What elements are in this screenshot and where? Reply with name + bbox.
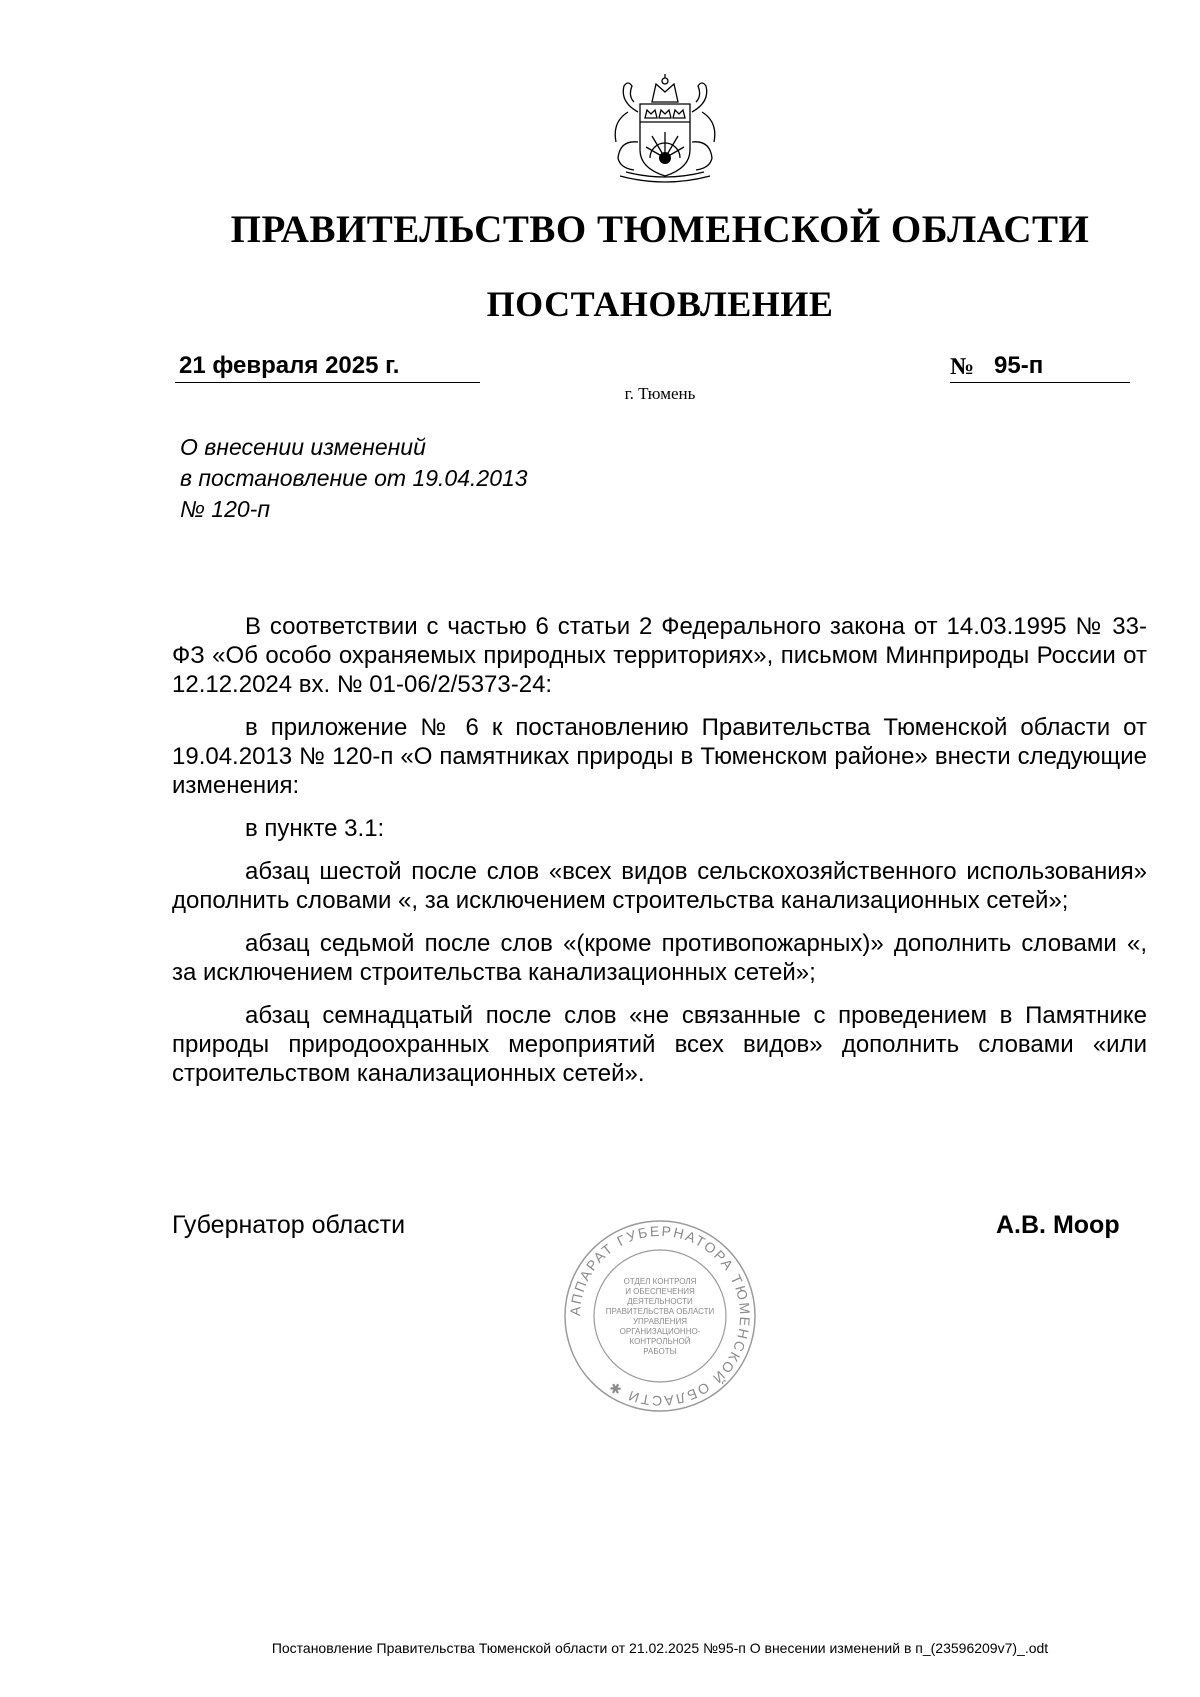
stamp-inner-line: И ОБЕСПЕЧЕНИЯ [625,1287,695,1296]
organization-title: ПРАВИТЕЛЬСТВО ТЮМЕНСКОЙ ОБЛАСТИ [230,208,1090,251]
stamp-inner-line: ОРГАНИЗАЦИОННО- [619,1327,701,1336]
document-type-title: ПОСТАНОВЛЕНИЕ [486,284,834,324]
body-paragraph: абзац семнадцатый после слов «не связанные с проведением в Памятнике природы природоохранных мероприятий всех видов» дополнить словами «или строительством канализационных сетей». [172,1002,1147,1087]
document-body [172,612,1147,1102]
footer-filename: Постановление Правительства Тюменской области от 21.02.2025 №95-п О внесении изменений в п_(23596209v7)_.odt [271,1640,1049,1656]
subject-line: в постановление от 19.04.2013 [180,465,528,491]
subject-line: № 120-п [180,496,270,522]
coat-of-arms-emblem [590,72,740,187]
document-subject [180,432,528,525]
signatory-name: А.В. Моор [996,1211,1120,1239]
stamp-inner-line: РАБОТЫ [643,1347,677,1356]
body-paragraph: абзац седьмой после слов «(кроме противопожарных)» дополнить словами «, за исключением строительства канализационных сетей»; [172,930,1147,986]
document-number: 95-п [994,352,1044,379]
stamp-inner-line: УПРАВЛЕНИЯ [632,1317,688,1326]
official-stamp [562,1218,758,1414]
city-label: г. Тюмень [624,384,696,403]
stamp-inner-line: ОТДЕЛ КОНТРОЛЯ [623,1277,697,1286]
document-date: 21 февраля 2025 г. [179,352,400,379]
stamp-inner-line: КОНТРОЛЬНОЙ [629,1337,691,1346]
body-paragraph: в пункте 3.1: [245,815,385,842]
body-paragraph: В соответствии с частью 6 статьи 2 Федерального закона от 14.03.1995 № 33-ФЗ «Об особо охраняемых природных территориях», письмом Минприроды России от 12.12.2024 вх. № 01-06/2/5373-24: [172,613,1147,698]
body-paragraph: в приложение № 6 к постановлению Правительства Тюменской области от 19.04.2013 № 120-п «О памятниках природы в Тюменском районе» внести следующие изменения: [172,714,1147,799]
svg-text:АППАРАТ ГУБЕРНАТОРА ТЮМЕНСКОЙ: АППАРАТ ГУБЕРНАТОРА ТЮМЕНСКОЙ ОБЛАСТИ ✱ [566,1222,754,1410]
stamp-inner-line: ДЕЯТЕЛЬНОСТИ [627,1297,693,1306]
signatory-title: Губернатор области [172,1211,406,1239]
subject-line: О внесении изменений [180,434,426,460]
stamp-inner-line: ПРАВИТЕЛЬСТВА ОБЛАСТИ [605,1307,715,1316]
number-field [950,352,1130,383]
body-paragraph: абзац шестой после слов «всех видов сельскохозяйственного использования» дополнить словами «, за исключением строительства канализационных сетей»; [172,858,1147,914]
date-field [175,352,480,383]
number-sign: № [950,354,975,380]
